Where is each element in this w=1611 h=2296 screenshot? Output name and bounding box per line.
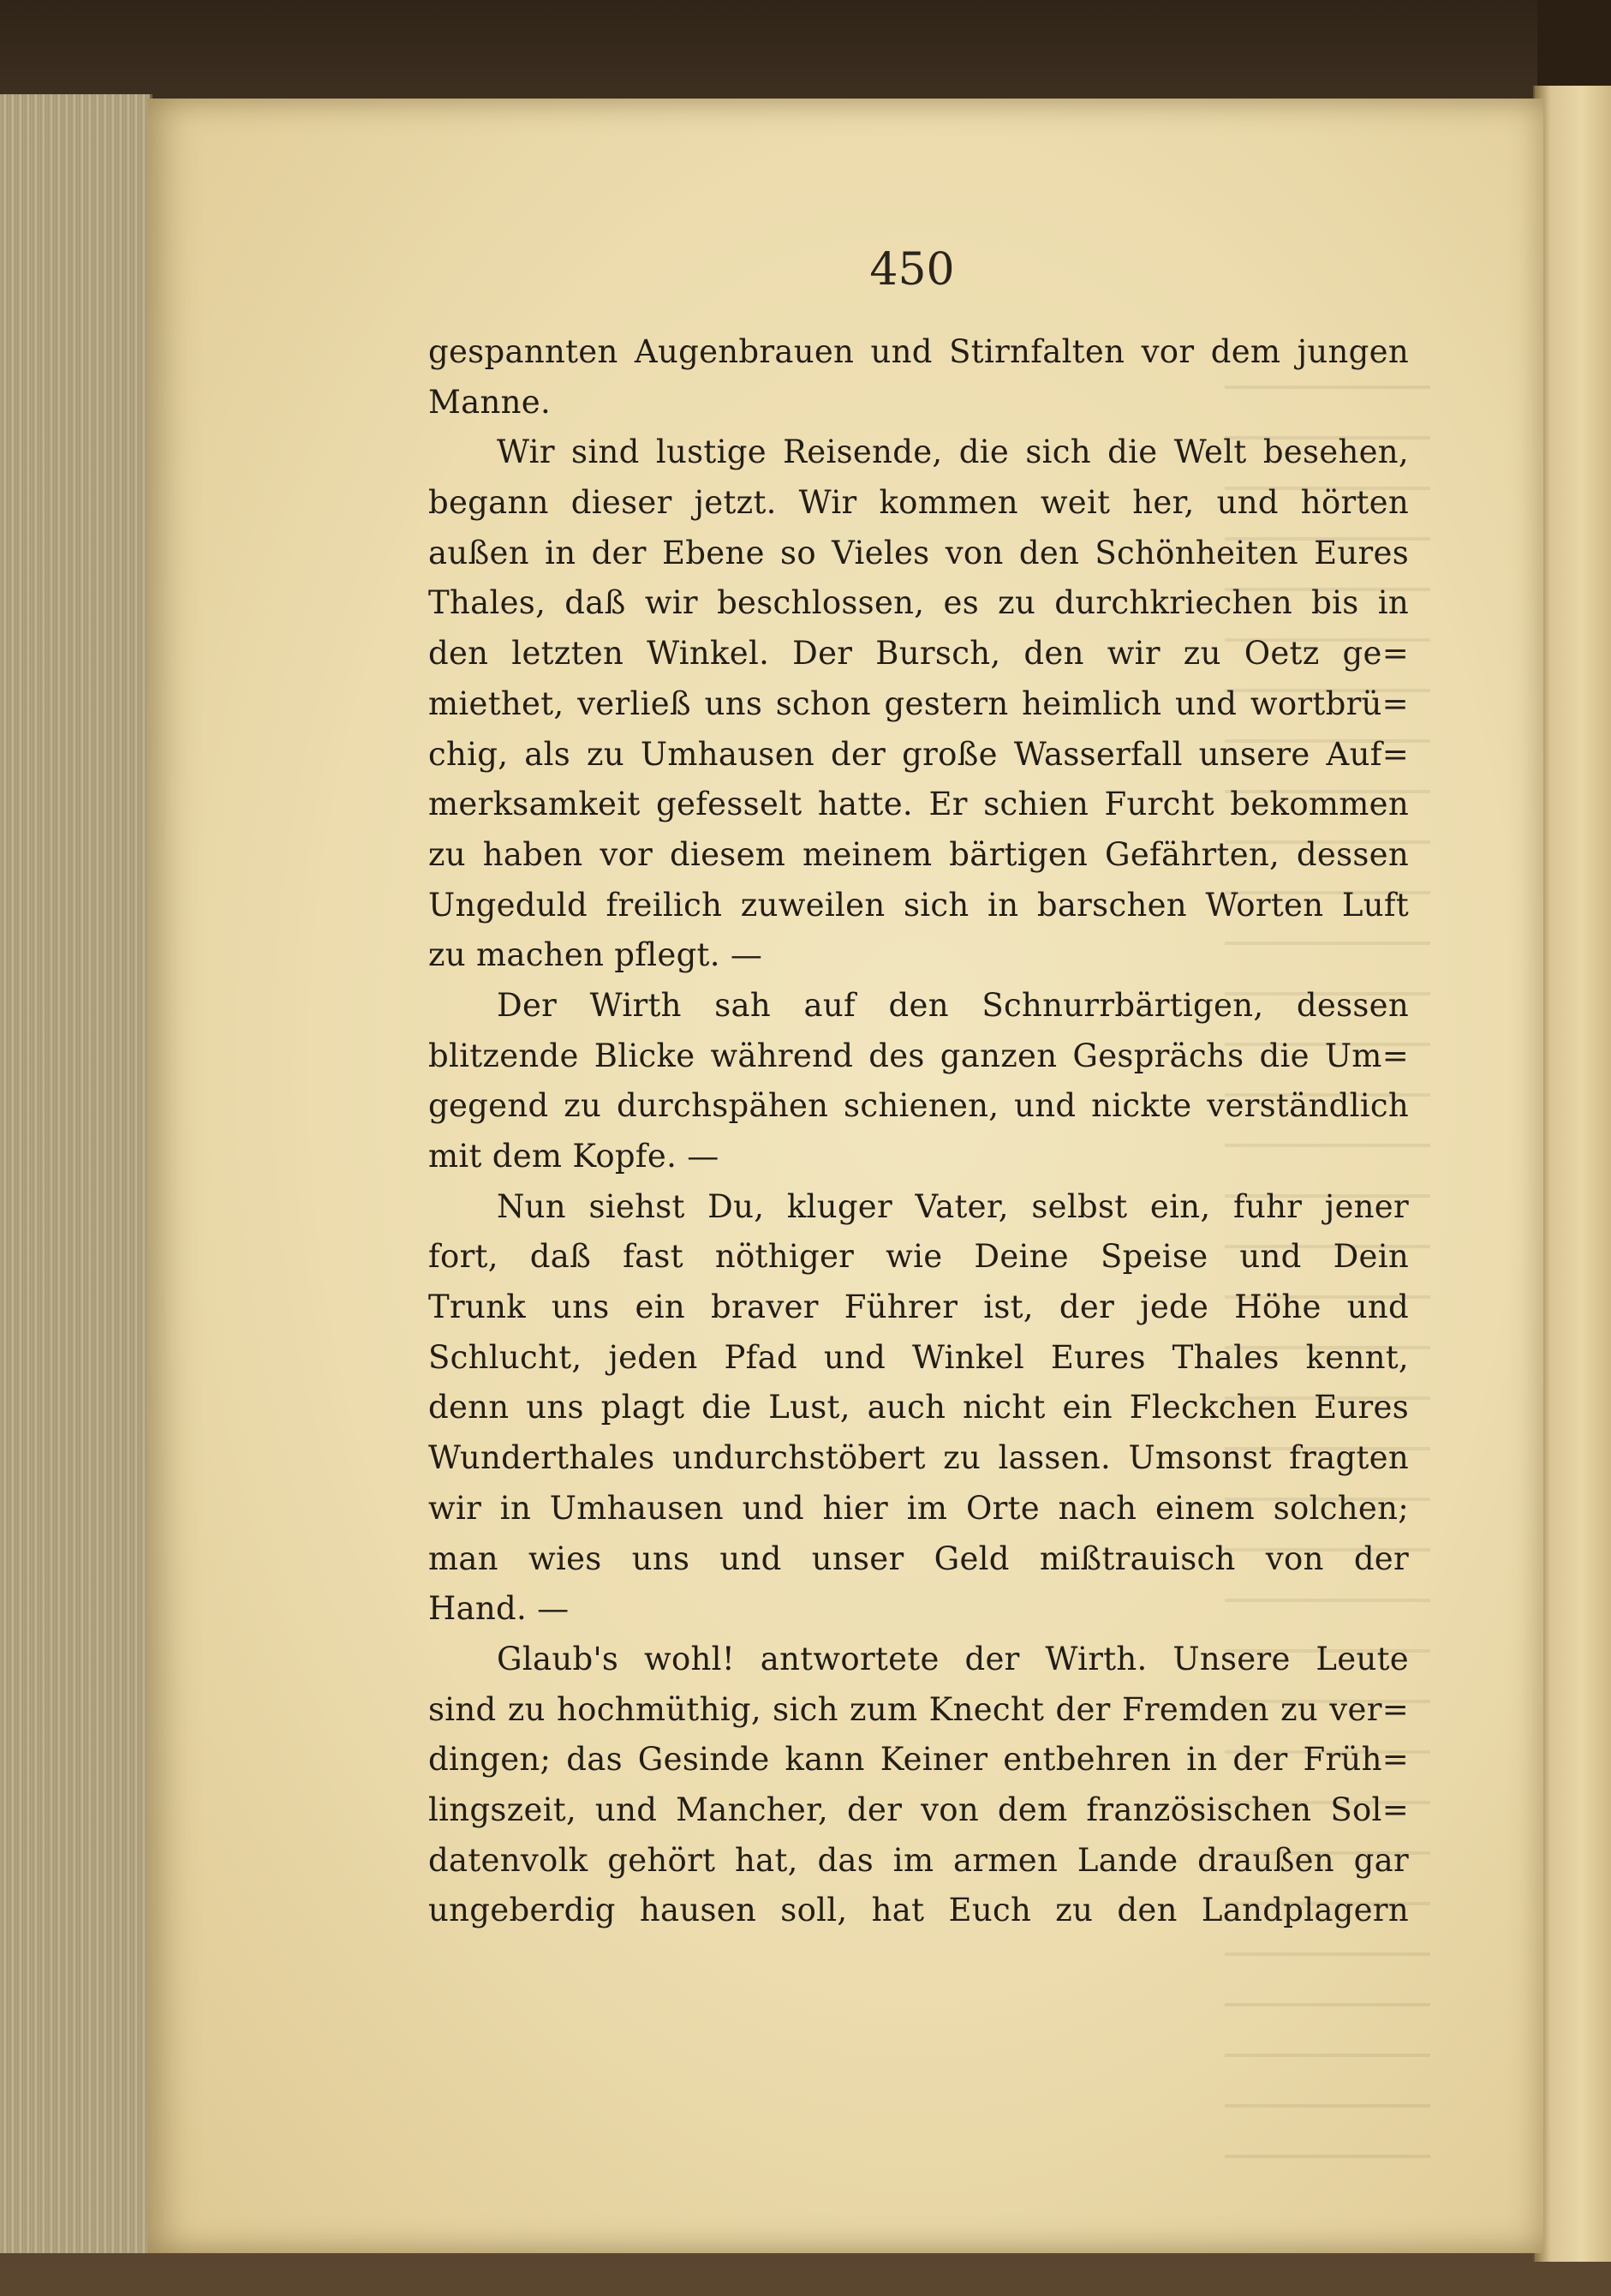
text-line: man wies uns und unser Geld mißtrauisch von der — [428, 1540, 1409, 1577]
text-line: Thales, daß wir beschlossen, es zu durchkriechen bis in — [428, 584, 1409, 622]
text-line: zu machen pflegt. — — [428, 936, 763, 974]
text-line: blitzende Blicke während des ganzen Gesprächs die Um= — [428, 1037, 1409, 1074]
text-line: außen in der Ebene so Vieles von den Schönheiten Eures — [428, 534, 1409, 571]
text-line: gegend zu durchspähen schienen, und nickte verständlich — [428, 1087, 1409, 1125]
text-line: sind zu hochmüthig, sich zum Knecht der Fremden zu ver= — [428, 1690, 1409, 1728]
page-edge-stack — [0, 94, 152, 2253]
text-line: fort, daß fast nöthiger wie Deine Speise und Dein — [428, 1238, 1409, 1276]
text-line: dingen; das Gesinde kann Keiner entbehren in der Früh= — [428, 1741, 1409, 1779]
text-line: zu haben vor diesem meinem bärtigen Gefährten, dessen — [428, 835, 1409, 873]
text-line: Nun siehst Du, kluger Vater, selbst ein, fuhr jener — [497, 1187, 1409, 1225]
text-line: Der Wirth sah auf den Schnurrbärtigen, dessen — [497, 986, 1409, 1024]
text-line: Ungeduld freilich zuweilen sich in barschen Worten Luft — [428, 886, 1409, 924]
text-line: miethet, verließ uns schon gestern heimlich und wortbrü= — [428, 685, 1409, 722]
text-line: Wir sind lustige Reisende, die sich die Welt besehen, — [497, 433, 1409, 471]
page-text — [428, 327, 1409, 1936]
text-line: ungeberdig hausen soll, hat Euch zu den Landplagern — [428, 1892, 1409, 1929]
facing-page-edge — [1533, 86, 1611, 2262]
text-line: lingszeit, und Mancher, der von dem französischen Sol= — [428, 1791, 1409, 1828]
text-line: den letzten Winkel. Der Bursch, den wir zu Oetz ge= — [428, 635, 1409, 673]
text-line: Schlucht, jeden Pfad und Winkel Eures Thales kennt, — [428, 1338, 1409, 1376]
text-line: begann dieser jetzt. Wir kommen weit her, und hörten — [428, 484, 1409, 522]
text-line: gespannten Augenbrauen und Stirnfalten vor dem jungen — [428, 333, 1409, 370]
page-number: 450 — [869, 244, 955, 296]
text-line: Wunderthales undurchstöbert zu lassen. Umsonst fragten — [428, 1439, 1409, 1477]
text-line: denn uns plagt die Lust, auch nicht ein Fleckchen Eures — [428, 1389, 1409, 1426]
text-line: Hand. — — [428, 1590, 570, 1628]
text-line: Manne. — [428, 383, 552, 421]
text-line: datenvolk gehört hat, das im armen Lande draußen gar — [428, 1841, 1409, 1879]
text-line: Trunk uns ein braver Führer ist, der jede Höhe und — [428, 1289, 1409, 1326]
text-line: merksamkeit gefesselt hatte. Er schien Furcht bekommen — [428, 786, 1409, 823]
text-line: Glaub's wohl! antwortete der Wirth. Unsere Leute — [497, 1640, 1409, 1677]
text-line: mit dem Kopfe. — — [428, 1138, 719, 1175]
text-line: chig, als zu Umhausen der große Wasserfall unsere Auf= — [428, 735, 1409, 773]
text-line: wir in Umhausen und hier im Orte nach einem solchen; — [428, 1489, 1409, 1527]
